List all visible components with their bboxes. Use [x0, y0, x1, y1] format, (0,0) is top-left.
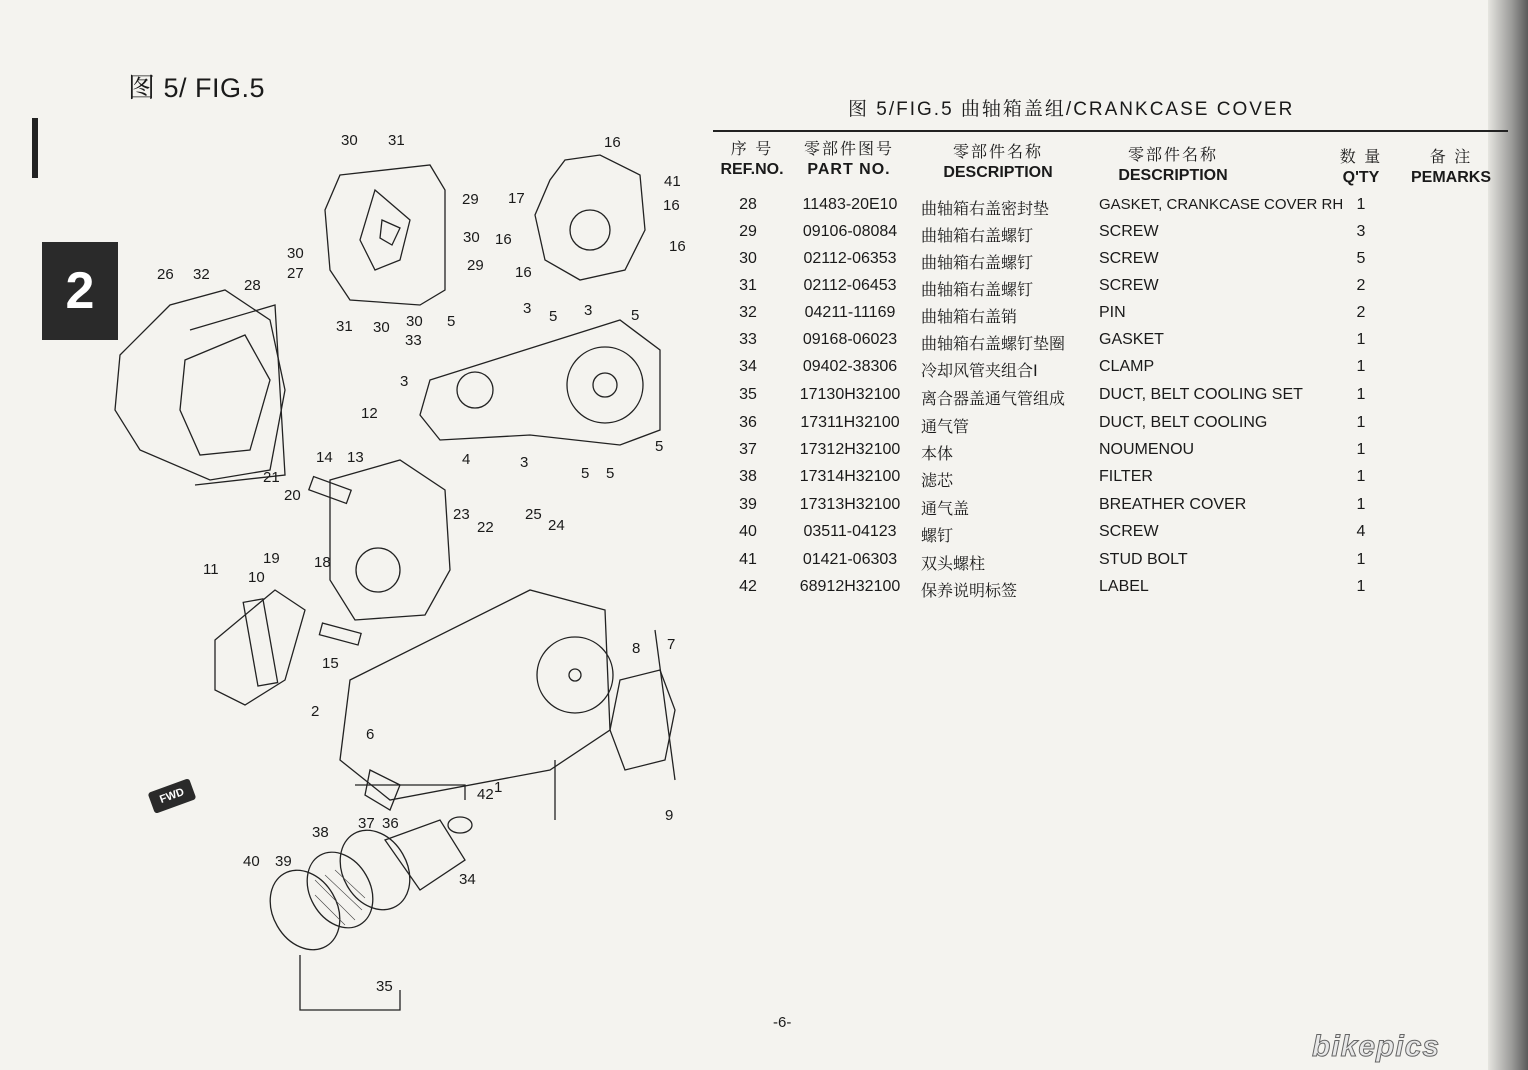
callout-26: 26: [157, 266, 174, 283]
description-en: STUD BOLT: [1099, 551, 1188, 568]
description-zh: 滤芯: [921, 473, 954, 490]
callout-16: 16: [515, 264, 532, 281]
callout-37: 37: [358, 815, 375, 832]
header-description-en: 零部件名称 DESCRIPTION: [1118, 147, 1228, 184]
part-no: 03511-04123: [803, 523, 897, 540]
header-description-zh: 零部件名称 DESCRIPTION: [943, 144, 1053, 181]
part-no: 04211-11169: [804, 304, 896, 321]
quantity: 1: [1356, 331, 1366, 348]
description-zh: 曲轴箱右盖螺钉: [921, 228, 1034, 245]
callout-3: 3: [520, 454, 529, 471]
table-row: [713, 223, 1508, 250]
description-en: PIN: [1099, 304, 1126, 321]
ref-no: 37: [739, 441, 757, 458]
callout-17: 17: [508, 190, 525, 207]
ref-no: 41: [739, 551, 757, 568]
callout-31: 31: [336, 318, 353, 335]
part-no: 17314H32100: [799, 468, 901, 485]
callout-20: 20: [284, 487, 301, 504]
ref-no: 32: [739, 304, 757, 321]
part-no: 09168-06023: [802, 331, 898, 348]
quantity: 3: [1356, 223, 1366, 240]
part-no: 09402-38306: [802, 358, 898, 375]
callout-12: 12: [361, 405, 378, 422]
description-en: FILTER: [1099, 468, 1153, 485]
ref-no: 31: [739, 277, 757, 294]
ref-no: 33: [739, 331, 757, 348]
callout-1: 1: [494, 779, 503, 796]
header-ref-no: 序 号 REF.NO.: [720, 141, 784, 178]
description-en: GASKET: [1099, 331, 1164, 348]
callout-30: 30: [287, 245, 304, 262]
description-en: SCREW: [1099, 250, 1159, 267]
forward-arrow-icon: FWD: [148, 778, 197, 814]
callout-16: 16: [663, 197, 680, 214]
callout-30: 30: [341, 132, 358, 149]
quantity: 2: [1356, 304, 1366, 321]
callout-27: 27: [287, 265, 304, 282]
ref-no: 38: [739, 468, 757, 485]
callout-33: 33: [405, 332, 422, 349]
callout-23: 23: [453, 506, 470, 523]
callout-38: 38: [312, 824, 329, 841]
description-zh: 双头螺柱: [921, 556, 986, 573]
ref-no: 30: [739, 250, 757, 267]
quantity: 1: [1356, 386, 1366, 403]
table-row: [713, 578, 1508, 605]
quantity: 1: [1356, 196, 1366, 213]
callout-34: 34: [459, 871, 476, 888]
table-row: [713, 331, 1508, 358]
figure-label: 图 5/ FIG.5: [128, 73, 266, 103]
callout-11: 11: [203, 561, 219, 578]
description-zh: 曲轴箱右盖密封垫: [921, 201, 1050, 218]
table-row: [713, 551, 1508, 578]
section-tab: 2: [42, 242, 118, 340]
ref-no: 35: [739, 386, 757, 403]
callout-5: 5: [447, 313, 456, 330]
table-row: [713, 414, 1508, 441]
description-zh: 本体: [921, 446, 954, 463]
callout-5: 5: [655, 438, 664, 455]
table-row: [713, 441, 1508, 468]
description-zh: 曲轴箱右盖螺钉: [921, 255, 1034, 272]
callout-36: 36: [382, 815, 399, 832]
part-no: 02112-06453: [803, 277, 897, 294]
description-zh: 螺钉: [921, 528, 954, 545]
description-zh: 通气盖: [921, 501, 970, 518]
quantity: 1: [1356, 496, 1366, 513]
part-no: 01421-06303: [802, 551, 898, 568]
description-zh: 离合器盖通气管组成: [921, 391, 1066, 408]
description-zh: 冷却风管夹组合Ⅰ: [921, 363, 1038, 380]
table-row: [713, 304, 1508, 331]
callout-25: 25: [525, 506, 542, 523]
description-en: LABEL: [1099, 578, 1149, 595]
quantity: 1: [1356, 551, 1366, 568]
callout-29: 29: [467, 257, 484, 274]
callout-8: 8: [632, 640, 641, 657]
part-no: 09106-08084: [802, 223, 898, 240]
callout-30: 30: [406, 313, 423, 330]
table-row: [713, 386, 1508, 413]
table-row: [713, 468, 1508, 495]
ref-no: 36: [739, 414, 757, 431]
page-number: -6-: [773, 1014, 792, 1031]
callout-5: 5: [549, 308, 558, 325]
binding-mark: [32, 118, 38, 178]
callout-7: 7: [667, 636, 676, 653]
figure-title: 图 5/FIG.5 曲轴箱盖组/CRANKCASE COVER: [848, 99, 1295, 120]
quantity: 1: [1356, 441, 1366, 458]
header-qty: 数 量 Q'TY: [1339, 149, 1383, 186]
part-no: 17311H32100: [800, 414, 900, 431]
callout-6: 6: [366, 726, 375, 743]
callout-35: 35: [376, 978, 393, 995]
callout-24: 24: [548, 517, 565, 534]
ref-no: 42: [739, 578, 757, 595]
callout-9: 9: [665, 807, 674, 824]
quantity: 1: [1356, 468, 1366, 485]
exploded-parts-diagram: [100, 120, 720, 1020]
description-en: SCREW: [1099, 523, 1159, 540]
callout-5: 5: [606, 465, 615, 482]
description-en: GASKET, CRANKCASE COVER RH: [1099, 196, 1344, 213]
callout-3: 3: [523, 300, 532, 317]
ref-no: 40: [739, 523, 757, 540]
quantity: 1: [1356, 414, 1366, 431]
callout-30: 30: [373, 319, 390, 336]
table-row: [713, 496, 1508, 523]
callout-2: 2: [311, 703, 320, 720]
ref-no: 39: [739, 496, 757, 513]
part-no: 68912H32100: [799, 578, 901, 595]
callout-29: 29: [462, 191, 479, 208]
callout-21: 21: [263, 469, 280, 486]
quantity: 1: [1356, 358, 1366, 375]
description-en: BREATHER COVER: [1099, 496, 1247, 513]
description-en: NOUMENOU: [1099, 441, 1195, 458]
description-zh: 曲轴箱右盖销: [921, 309, 1018, 326]
description-en: DUCT, BELT COOLING: [1099, 414, 1268, 431]
description-en: SCREW: [1099, 223, 1159, 240]
callout-10: 10: [248, 569, 265, 586]
table-row: [713, 523, 1508, 550]
ref-no: 29: [739, 223, 757, 240]
quantity: 2: [1356, 277, 1366, 294]
callout-16: 16: [495, 231, 512, 248]
ref-no: 34: [739, 358, 757, 375]
description-zh: 曲轴箱右盖螺钉垫圈: [921, 336, 1066, 353]
callout-5: 5: [581, 465, 590, 482]
description-en: DUCT, BELT COOLING SET: [1099, 386, 1303, 403]
table-top-rule: [713, 130, 1508, 132]
callout-16: 16: [669, 238, 686, 255]
callout-4: 4: [462, 451, 471, 468]
table-row: [713, 358, 1508, 385]
description-en: SCREW: [1099, 277, 1159, 294]
callout-32: 32: [193, 266, 210, 283]
header-remarks: 备 注 PEMARKS: [1410, 149, 1491, 186]
callout-16: 16: [604, 134, 621, 151]
quantity: 1: [1356, 578, 1366, 595]
watermark-logo: bikepics: [1312, 1030, 1441, 1063]
callout-5: 5: [631, 307, 640, 324]
header-part-no: 零部件图号 PART NO.: [803, 141, 894, 178]
diagram-drawing: [100, 120, 720, 1020]
callout-41: 41: [664, 173, 681, 190]
callout-18: 18: [314, 554, 331, 571]
ref-no: 28: [739, 196, 757, 213]
table-row: [713, 277, 1508, 304]
callout-28: 28: [244, 277, 261, 294]
callout-3: 3: [584, 302, 593, 319]
callout-14: 14: [316, 449, 333, 466]
callout-19: 19: [263, 550, 280, 567]
description-zh: 通气管: [921, 419, 970, 436]
part-no: 17313H32100: [799, 496, 901, 513]
description-zh: 曲轴箱右盖螺钉: [921, 282, 1034, 299]
callout-13: 13: [347, 449, 364, 466]
callout-42: 42: [477, 786, 494, 803]
description-zh: 保养说明标签: [921, 583, 1018, 600]
table-row: [713, 196, 1508, 223]
quantity: 5: [1356, 250, 1366, 267]
part-no: 02112-06353: [803, 250, 897, 267]
callout-15: 15: [322, 655, 339, 672]
callout-31: 31: [388, 132, 405, 149]
callout-22: 22: [477, 519, 494, 536]
part-no: 17130H32100: [799, 386, 901, 403]
quantity: 4: [1356, 523, 1366, 540]
callout-39: 39: [275, 853, 292, 870]
callout-40: 40: [243, 853, 260, 870]
callout-30: 30: [463, 229, 480, 246]
part-no: 11483-20E10: [802, 196, 898, 213]
part-no: 17312H32100: [799, 441, 901, 458]
callout-3: 3: [400, 373, 409, 390]
description-en: CLAMP: [1099, 358, 1155, 375]
table-row: [713, 250, 1508, 277]
